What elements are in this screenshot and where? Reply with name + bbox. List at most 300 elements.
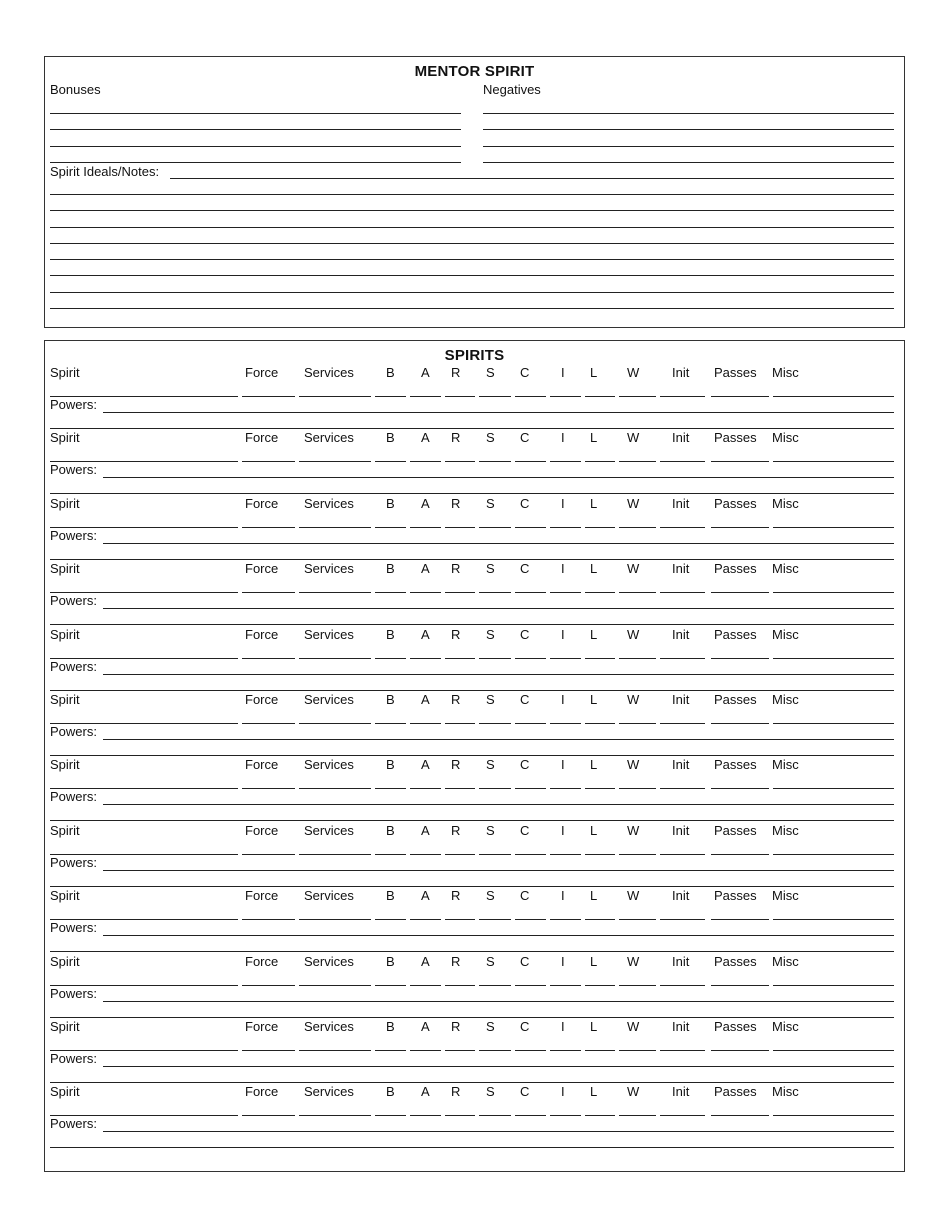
field-line-a[interactable]: [410, 919, 441, 920]
column-label-spirit: Spirit: [50, 757, 80, 773]
column-label-services: Services: [304, 1084, 354, 1100]
column-label-force: Force: [245, 430, 279, 446]
column-label-r: R: [451, 561, 461, 577]
field-line-init[interactable]: [660, 985, 705, 986]
column-label-w: W: [627, 1084, 640, 1100]
column-label-l: L: [590, 822, 598, 838]
column-label-b: B: [386, 365, 395, 380]
ideals-line[interactable]: [50, 210, 894, 211]
column-label-l: L: [590, 1019, 598, 1034]
column-label-w: W: [627, 757, 640, 773]
field-line-services[interactable]: [299, 396, 371, 397]
field-line-i[interactable]: [550, 461, 581, 462]
field-line-init[interactable]: [660, 723, 705, 724]
field-line-c[interactable]: [515, 854, 546, 855]
field-line-s[interactable]: [479, 985, 511, 986]
field-line-l[interactable]: [585, 1050, 615, 1051]
field-line-l[interactable]: [585, 919, 615, 920]
column-label-misc: Misc: [772, 561, 799, 577]
column-label-l: L: [590, 626, 598, 642]
powers-line[interactable]: [50, 755, 894, 756]
ideals-line[interactable]: [50, 275, 894, 276]
bonuses-line[interactable]: [50, 129, 461, 130]
mentor-spirit-section: [44, 56, 905, 328]
field-line-init[interactable]: [660, 396, 705, 397]
column-label-services: Services: [304, 692, 354, 707]
powers-line[interactable]: [50, 1147, 894, 1148]
field-line-r[interactable]: [445, 658, 475, 659]
powers-line[interactable]: [103, 935, 894, 936]
column-label-b: B: [386, 495, 395, 511]
field-line-force[interactable]: [242, 527, 295, 528]
column-label-s: S: [486, 953, 495, 969]
spirit-ideals-label: Spirit Ideals/Notes:: [50, 164, 160, 179]
column-label-r: R: [451, 430, 461, 446]
powers-line[interactable]: [103, 412, 894, 413]
field-line-l[interactable]: [585, 788, 615, 789]
column-label-l: L: [590, 561, 598, 577]
field-line-i[interactable]: [550, 527, 581, 528]
powers-label: Powers:: [50, 854, 97, 870]
column-label-spirit: Spirit: [50, 365, 80, 380]
field-line-passes[interactable]: [711, 527, 769, 528]
spirit-entry: [45, 561, 904, 626]
field-line-init[interactable]: [660, 1050, 705, 1051]
field-line-w[interactable]: [619, 854, 656, 855]
field-line-passes[interactable]: [711, 658, 769, 659]
field-line-i[interactable]: [550, 658, 581, 659]
field-line-c[interactable]: [515, 396, 546, 397]
field-line-init[interactable]: [660, 527, 705, 528]
field-line-s[interactable]: [479, 396, 511, 397]
column-label-misc: Misc: [772, 495, 799, 511]
field-line-s[interactable]: [479, 788, 511, 789]
powers-line[interactable]: [103, 674, 894, 675]
field-line-services[interactable]: [299, 723, 371, 724]
column-label-spirit: Spirit: [50, 495, 80, 511]
column-label-s: S: [486, 1019, 495, 1034]
field-line-l[interactable]: [585, 723, 615, 724]
column-label-s: S: [486, 626, 495, 642]
field-line-w[interactable]: [619, 985, 656, 986]
field-line-a[interactable]: [410, 461, 441, 462]
column-label-passes: Passes: [714, 888, 757, 904]
field-line-b[interactable]: [375, 854, 406, 855]
field-line-force[interactable]: [242, 854, 295, 855]
powers-line[interactable]: [50, 1017, 894, 1018]
field-line-init[interactable]: [660, 919, 705, 920]
field-line-misc[interactable]: [773, 1050, 894, 1051]
column-label-r: R: [451, 1084, 461, 1100]
column-label-force: Force: [245, 1019, 279, 1034]
column-label-r: R: [451, 626, 461, 642]
field-line-r[interactable]: [445, 592, 475, 593]
field-line-a[interactable]: [410, 788, 441, 789]
column-label-i: I: [561, 1084, 565, 1100]
field-line-w[interactable]: [619, 723, 656, 724]
field-line-force[interactable]: [242, 592, 295, 593]
field-line-passes[interactable]: [711, 788, 769, 789]
field-line-init[interactable]: [660, 461, 705, 462]
field-line-w[interactable]: [619, 919, 656, 920]
negatives-line[interactable]: [483, 129, 894, 130]
spirit-entry: [45, 757, 904, 822]
field-line-s[interactable]: [479, 527, 511, 528]
powers-line[interactable]: [103, 608, 894, 609]
column-label-r: R: [451, 822, 461, 838]
negatives-line[interactable]: [483, 162, 894, 163]
field-line-i[interactable]: [550, 1050, 581, 1051]
column-label-init: Init: [672, 561, 690, 577]
field-line-r[interactable]: [445, 723, 475, 724]
field-line-b[interactable]: [375, 1050, 406, 1051]
field-line-init[interactable]: [660, 592, 705, 593]
column-label-misc: Misc: [772, 822, 799, 838]
powers-label: Powers:: [50, 593, 97, 609]
powers-line[interactable]: [50, 493, 894, 494]
ideals-line[interactable]: [50, 243, 894, 244]
field-line-force[interactable]: [242, 788, 295, 789]
field-line-i[interactable]: [550, 788, 581, 789]
powers-line[interactable]: [103, 804, 894, 805]
field-line-misc[interactable]: [773, 592, 894, 593]
field-line-force[interactable]: [242, 1115, 295, 1116]
column-label-services: Services: [304, 822, 354, 838]
field-line-l[interactable]: [585, 985, 615, 986]
field-line-l[interactable]: [585, 396, 615, 397]
field-line-b[interactable]: [375, 985, 406, 986]
field-line-w[interactable]: [619, 461, 656, 462]
bonuses-line[interactable]: [50, 146, 461, 147]
field-line-i[interactable]: [550, 919, 581, 920]
field-line-misc[interactable]: [773, 658, 894, 659]
field-line-i[interactable]: [550, 1115, 581, 1116]
field-line-w[interactable]: [619, 1115, 656, 1116]
field-line-c[interactable]: [515, 723, 546, 724]
powers-line[interactable]: [50, 428, 894, 429]
column-label-l: L: [590, 1084, 598, 1100]
field-line-b[interactable]: [375, 919, 406, 920]
field-line-passes[interactable]: [711, 723, 769, 724]
field-line-misc[interactable]: [773, 396, 894, 397]
field-line-init[interactable]: [660, 1115, 705, 1116]
field-line-init[interactable]: [660, 658, 705, 659]
field-line-w[interactable]: [619, 592, 656, 593]
field-line-l[interactable]: [585, 1115, 615, 1116]
powers-label: Powers:: [50, 658, 97, 674]
powers-line[interactable]: [50, 886, 894, 887]
field-line-i[interactable]: [550, 985, 581, 986]
column-label-services: Services: [304, 561, 354, 577]
column-label-s: S: [486, 888, 495, 904]
powers-line[interactable]: [103, 477, 894, 478]
field-line-a[interactable]: [410, 592, 441, 593]
field-line-force[interactable]: [242, 396, 295, 397]
field-line-a[interactable]: [410, 396, 441, 397]
field-line-r[interactable]: [445, 461, 475, 462]
column-label-l: L: [590, 953, 598, 969]
column-label-a: A: [421, 692, 430, 707]
field-line-c[interactable]: [515, 985, 546, 986]
field-line-w[interactable]: [619, 527, 656, 528]
column-label-services: Services: [304, 888, 354, 904]
field-line-a[interactable]: [410, 1115, 441, 1116]
column-label-misc: Misc: [772, 1084, 799, 1100]
column-label-w: W: [627, 888, 640, 904]
field-line-r[interactable]: [445, 396, 475, 397]
column-label-c: C: [520, 365, 530, 380]
column-label-services: Services: [304, 953, 354, 969]
column-label-s: S: [486, 430, 495, 446]
field-line-b[interactable]: [375, 1115, 406, 1116]
column-label-c: C: [520, 757, 530, 773]
field-line-r[interactable]: [445, 919, 475, 920]
field-line-services[interactable]: [299, 658, 371, 659]
field-line-passes[interactable]: [711, 396, 769, 397]
column-label-c: C: [520, 1019, 530, 1034]
spirit-entry: [45, 365, 904, 430]
field-line-services[interactable]: [299, 527, 371, 528]
ideals-line[interactable]: [50, 308, 894, 309]
column-label-r: R: [451, 888, 461, 904]
field-line-services[interactable]: [299, 592, 371, 593]
field-line-b[interactable]: [375, 723, 406, 724]
ideals-line[interactable]: [170, 178, 894, 179]
column-label-i: I: [561, 757, 565, 773]
column-label-misc: Misc: [772, 365, 799, 380]
column-label-w: W: [627, 495, 640, 511]
field-line-c[interactable]: [515, 658, 546, 659]
field-line-s[interactable]: [479, 919, 511, 920]
field-line-l[interactable]: [585, 854, 615, 855]
field-line-a[interactable]: [410, 985, 441, 986]
field-line-a[interactable]: [410, 658, 441, 659]
field-line-misc[interactable]: [773, 461, 894, 462]
field-line-a[interactable]: [410, 527, 441, 528]
column-label-b: B: [386, 692, 395, 707]
powers-label: Powers:: [50, 920, 97, 936]
powers-line[interactable]: [50, 559, 894, 560]
negatives-line[interactable]: [483, 146, 894, 147]
field-line-c[interactable]: [515, 788, 546, 789]
column-label-init: Init: [672, 692, 690, 707]
column-label-i: I: [561, 953, 565, 969]
field-line-services[interactable]: [299, 788, 371, 789]
column-label-i: I: [561, 365, 565, 380]
field-line-services[interactable]: [299, 1115, 371, 1116]
field-line-passes[interactable]: [711, 592, 769, 593]
field-line-misc[interactable]: [773, 1115, 894, 1116]
field-line-i[interactable]: [550, 396, 581, 397]
spirit-entry: [45, 692, 904, 757]
field-line-a[interactable]: [410, 723, 441, 724]
column-label-r: R: [451, 757, 461, 773]
field-line-c[interactable]: [515, 1115, 546, 1116]
field-line-misc[interactable]: [773, 985, 894, 986]
field-line-w[interactable]: [619, 396, 656, 397]
column-label-s: S: [486, 365, 495, 380]
ideals-line[interactable]: [50, 194, 894, 195]
field-line-s[interactable]: [479, 592, 511, 593]
column-label-c: C: [520, 495, 530, 511]
field-line-r[interactable]: [445, 527, 475, 528]
field-line-w[interactable]: [619, 788, 656, 789]
field-line-misc[interactable]: [773, 527, 894, 528]
field-line-c[interactable]: [515, 527, 546, 528]
bonuses-line[interactable]: [50, 113, 461, 114]
field-line-l[interactable]: [585, 527, 615, 528]
field-line-w[interactable]: [619, 1050, 656, 1051]
negatives-label: Negatives: [483, 82, 541, 97]
field-line-b[interactable]: [375, 527, 406, 528]
column-label-a: A: [421, 1019, 430, 1034]
field-line-c[interactable]: [515, 919, 546, 920]
ideals-line[interactable]: [50, 227, 894, 228]
spirit-entry: [45, 823, 904, 888]
ideals-line[interactable]: [50, 259, 894, 260]
column-label-w: W: [627, 430, 640, 446]
field-line-force[interactable]: [242, 723, 295, 724]
field-line-b[interactable]: [375, 461, 406, 462]
field-line-c[interactable]: [515, 592, 546, 593]
powers-line[interactable]: [103, 1066, 894, 1067]
column-label-a: A: [421, 888, 430, 904]
field-line-force[interactable]: [242, 1050, 295, 1051]
field-line-l[interactable]: [585, 658, 615, 659]
field-line-a[interactable]: [410, 854, 441, 855]
column-label-w: W: [627, 692, 640, 707]
field-line-i[interactable]: [550, 723, 581, 724]
field-line-b[interactable]: [375, 592, 406, 593]
field-line-i[interactable]: [550, 854, 581, 855]
column-label-a: A: [421, 1084, 430, 1100]
field-line-b[interactable]: [375, 396, 406, 397]
field-line-s[interactable]: [479, 461, 511, 462]
field-line-l[interactable]: [585, 461, 615, 462]
column-label-init: Init: [672, 1019, 690, 1034]
field-line-misc[interactable]: [773, 723, 894, 724]
powers-line[interactable]: [103, 870, 894, 871]
bonuses-line[interactable]: [50, 162, 461, 163]
field-line-services[interactable]: [299, 1050, 371, 1051]
field-line-misc[interactable]: [773, 788, 894, 789]
bonuses-label: Bonuses: [50, 82, 101, 97]
field-line-r[interactable]: [445, 788, 475, 789]
column-label-passes: Passes: [714, 561, 757, 577]
field-line-passes[interactable]: [711, 1050, 769, 1051]
column-label-passes: Passes: [714, 692, 757, 707]
column-label-init: Init: [672, 757, 690, 773]
column-label-passes: Passes: [714, 430, 757, 446]
field-line-i[interactable]: [550, 592, 581, 593]
powers-line[interactable]: [103, 543, 894, 544]
powers-line[interactable]: [103, 1131, 894, 1132]
negatives-line[interactable]: [483, 113, 894, 114]
field-line-force[interactable]: [242, 461, 295, 462]
column-label-a: A: [421, 561, 430, 577]
field-line-r[interactable]: [445, 854, 475, 855]
field-line-w[interactable]: [619, 658, 656, 659]
powers-label: Powers:: [50, 462, 97, 478]
field-line-init[interactable]: [660, 788, 705, 789]
column-label-misc: Misc: [772, 626, 799, 642]
powers-line[interactable]: [50, 951, 894, 952]
field-line-services[interactable]: [299, 985, 371, 986]
column-label-init: Init: [672, 365, 690, 380]
column-label-c: C: [520, 953, 530, 969]
field-line-r[interactable]: [445, 985, 475, 986]
column-label-c: C: [520, 561, 530, 577]
column-label-misc: Misc: [772, 1019, 799, 1034]
powers-line[interactable]: [50, 820, 894, 821]
field-line-s[interactable]: [479, 854, 511, 855]
column-label-services: Services: [304, 757, 354, 773]
field-line-s[interactable]: [479, 658, 511, 659]
field-line-force[interactable]: [242, 658, 295, 659]
field-line-s[interactable]: [479, 1050, 511, 1051]
powers-line[interactable]: [50, 1082, 894, 1083]
field-line-passes[interactable]: [711, 985, 769, 986]
column-label-b: B: [386, 888, 395, 904]
field-line-s[interactable]: [479, 723, 511, 724]
ideals-line[interactable]: [50, 292, 894, 293]
field-line-c[interactable]: [515, 461, 546, 462]
field-line-c[interactable]: [515, 1050, 546, 1051]
powers-line[interactable]: [50, 690, 894, 691]
field-line-r[interactable]: [445, 1115, 475, 1116]
field-line-passes[interactable]: [711, 854, 769, 855]
column-label-b: B: [386, 953, 395, 969]
column-label-spirit: Spirit: [50, 953, 80, 969]
column-label-a: A: [421, 822, 430, 838]
column-label-init: Init: [672, 888, 690, 904]
field-line-r[interactable]: [445, 1050, 475, 1051]
field-line-force[interactable]: [242, 985, 295, 986]
field-line-services[interactable]: [299, 919, 371, 920]
column-label-l: L: [590, 495, 598, 511]
column-label-a: A: [421, 495, 430, 511]
field-line-services[interactable]: [299, 461, 371, 462]
column-label-i: I: [561, 888, 565, 904]
field-line-passes[interactable]: [711, 461, 769, 462]
column-label-c: C: [520, 626, 530, 642]
field-line-b[interactable]: [375, 658, 406, 659]
powers-label: Powers:: [50, 1051, 97, 1066]
field-line-init[interactable]: [660, 854, 705, 855]
column-label-spirit: Spirit: [50, 561, 80, 577]
powers-line[interactable]: [50, 624, 894, 625]
field-line-passes[interactable]: [711, 919, 769, 920]
field-line-force[interactable]: [242, 919, 295, 920]
column-label-spirit: Spirit: [50, 822, 80, 838]
column-label-r: R: [451, 495, 461, 511]
powers-line[interactable]: [103, 1001, 894, 1002]
field-line-s[interactable]: [479, 1115, 511, 1116]
field-line-b[interactable]: [375, 788, 406, 789]
column-label-l: L: [590, 692, 598, 707]
field-line-misc[interactable]: [773, 919, 894, 920]
spirit-entry: [45, 430, 904, 495]
field-line-services[interactable]: [299, 854, 371, 855]
column-label-misc: Misc: [772, 888, 799, 904]
field-line-l[interactable]: [585, 592, 615, 593]
field-line-a[interactable]: [410, 1050, 441, 1051]
column-label-force: Force: [245, 1084, 279, 1100]
field-line-misc[interactable]: [773, 854, 894, 855]
field-line-passes[interactable]: [711, 1115, 769, 1116]
powers-line[interactable]: [103, 739, 894, 740]
column-label-services: Services: [304, 430, 354, 446]
